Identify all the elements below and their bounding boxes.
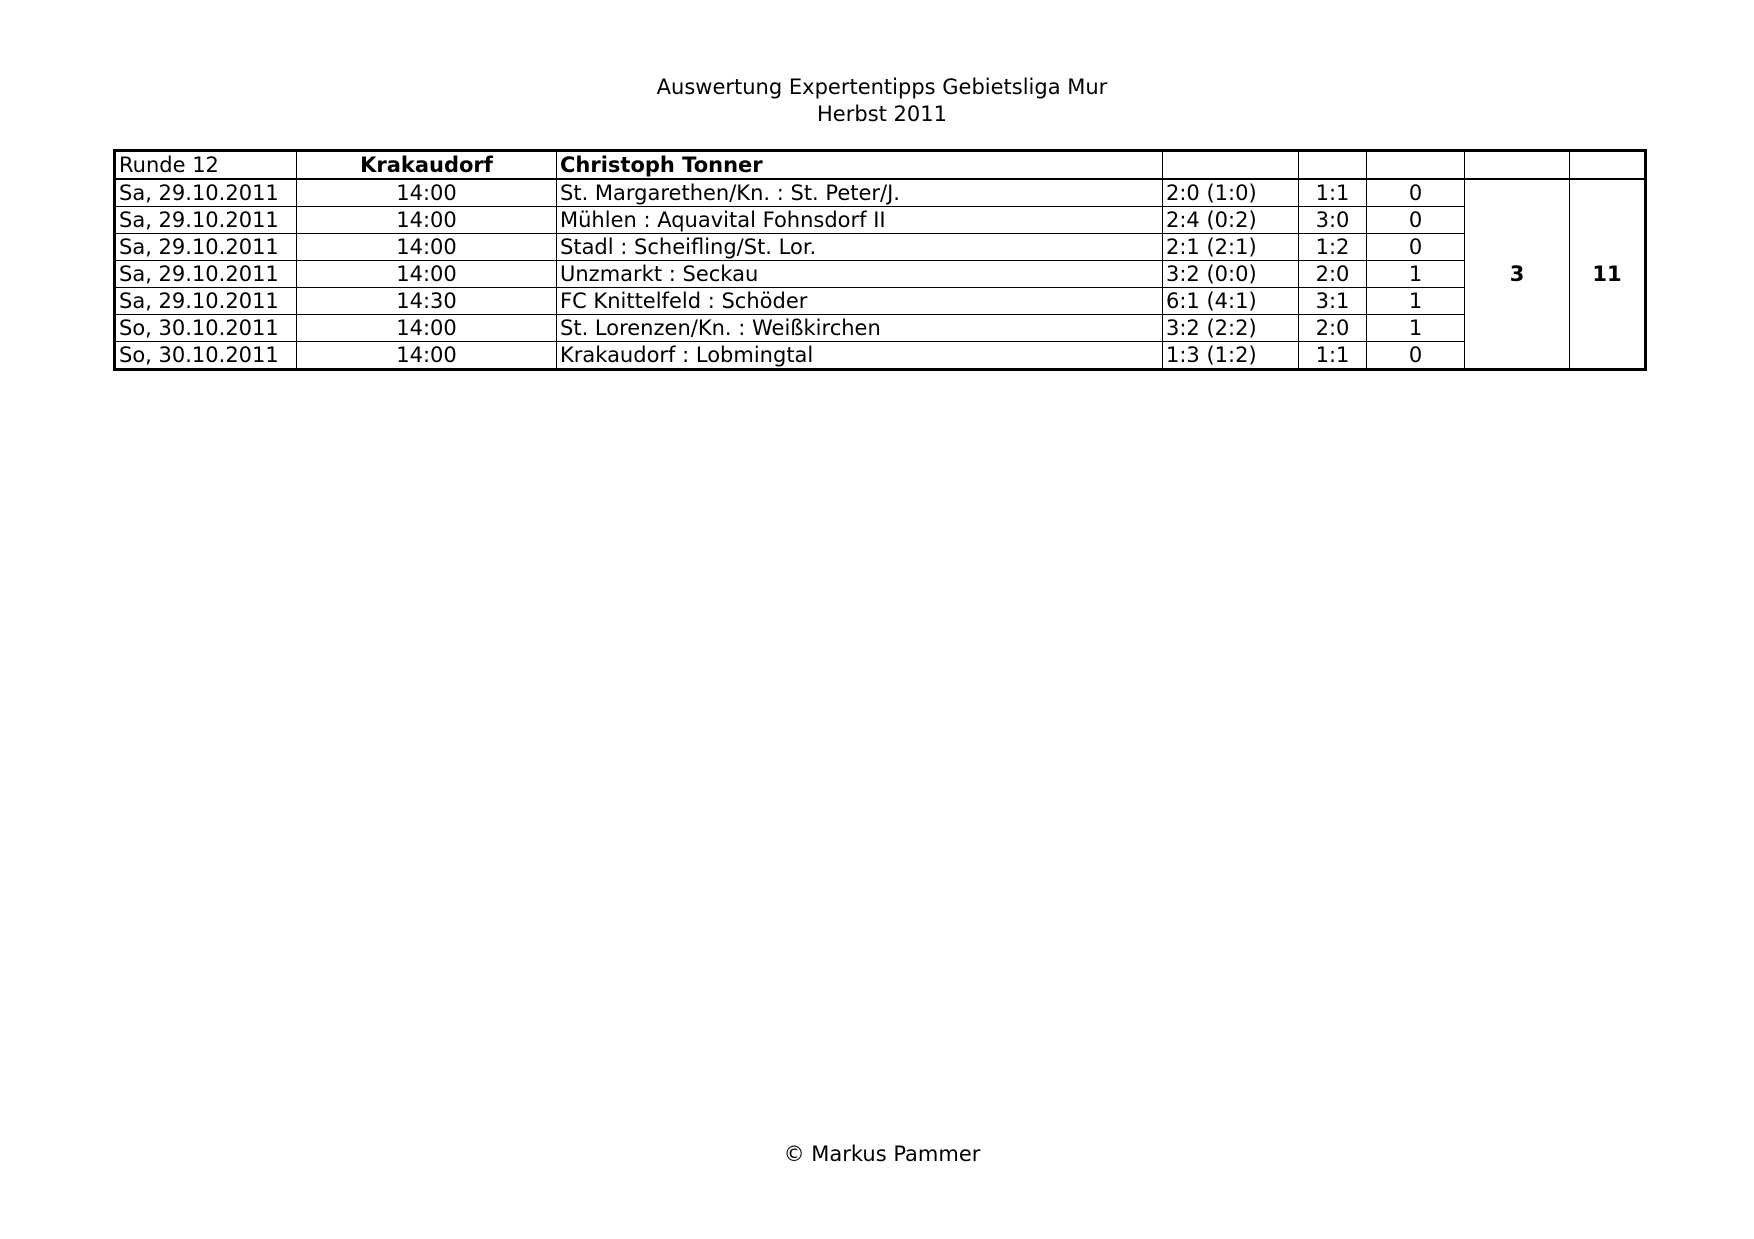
tips-table bbox=[113, 149, 1647, 371]
match-points: 0 bbox=[1367, 207, 1465, 234]
header-empty-cell bbox=[1299, 151, 1367, 180]
match-points: 1 bbox=[1367, 288, 1465, 315]
match-date: So, 30.10.2011 bbox=[115, 315, 297, 342]
match-tip: 1:1 bbox=[1299, 179, 1367, 207]
match-pairing: Unzmarkt : Seckau bbox=[557, 261, 1163, 288]
match-pairing: Krakaudorf : Lobmingtal bbox=[557, 342, 1163, 370]
match-points: 1 bbox=[1367, 261, 1465, 288]
match-points: 0 bbox=[1367, 179, 1465, 207]
table-row bbox=[115, 288, 1646, 315]
match-time: 14:30 bbox=[297, 288, 557, 315]
match-tip: 2:0 bbox=[1299, 315, 1367, 342]
match-result: 2:4 (0:2) bbox=[1163, 207, 1299, 234]
table-row bbox=[115, 342, 1646, 370]
match-tip: 3:0 bbox=[1299, 207, 1367, 234]
document-title: Auswertung Expertentipps Gebietsliga Mur bbox=[656, 75, 1108, 99]
table-row bbox=[115, 179, 1646, 207]
match-date: Sa, 29.10.2011 bbox=[115, 207, 297, 234]
match-result: 1:3 (1:2) bbox=[1163, 342, 1299, 370]
match-result: 2:0 (1:0) bbox=[1163, 179, 1299, 207]
match-date: Sa, 29.10.2011 bbox=[115, 179, 297, 207]
match-result: 3:2 (0:0) bbox=[1163, 261, 1299, 288]
match-points: 1 bbox=[1367, 315, 1465, 342]
match-pairing: St. Margarethen/Kn. : St. Peter/J. bbox=[557, 179, 1163, 207]
table-header-row bbox=[115, 151, 1646, 180]
match-pairing: Mühlen : Aquavital Fohnsdorf II bbox=[557, 207, 1163, 234]
total-points: 11 bbox=[1570, 179, 1646, 370]
round-points: 3 bbox=[1465, 179, 1570, 370]
table-row bbox=[115, 207, 1646, 234]
match-time: 14:00 bbox=[297, 315, 557, 342]
match-result: 3:2 (2:2) bbox=[1163, 315, 1299, 342]
club-name: Krakaudorf bbox=[297, 151, 557, 180]
match-time: 14:00 bbox=[297, 261, 557, 288]
document-header bbox=[0, 74, 1754, 128]
header-empty-cell bbox=[1163, 151, 1299, 180]
match-time: 14:00 bbox=[297, 234, 557, 261]
round-label: Runde 12 bbox=[115, 151, 297, 180]
table-row bbox=[115, 315, 1646, 342]
match-pairing: St. Lorenzen/Kn. : Weißkirchen bbox=[557, 315, 1163, 342]
match-points: 0 bbox=[1367, 342, 1465, 370]
header-empty-cell bbox=[1570, 151, 1646, 180]
match-tip: 3:1 bbox=[1299, 288, 1367, 315]
match-date: Sa, 29.10.2011 bbox=[115, 234, 297, 261]
match-points: 0 bbox=[1367, 234, 1465, 261]
table-row bbox=[115, 261, 1646, 288]
match-result: 2:1 (2:1) bbox=[1163, 234, 1299, 261]
match-time: 14:00 bbox=[297, 179, 557, 207]
match-pairing: FC Knittelfeld : Schöder bbox=[557, 288, 1163, 315]
match-date: So, 30.10.2011 bbox=[115, 342, 297, 370]
match-tip: 1:2 bbox=[1299, 234, 1367, 261]
match-date: Sa, 29.10.2011 bbox=[115, 288, 297, 315]
match-tip: 1:1 bbox=[1299, 342, 1367, 370]
header-empty-cell bbox=[1367, 151, 1465, 180]
document-subtitle: Herbst 2011 bbox=[817, 102, 947, 126]
match-time: 14:00 bbox=[297, 342, 557, 370]
match-pairing: Stadl : Scheifling/St. Lor. bbox=[557, 234, 1163, 261]
match-tip: 2:0 bbox=[1299, 261, 1367, 288]
table-row bbox=[115, 234, 1646, 261]
header-empty-cell bbox=[1465, 151, 1570, 180]
match-date: Sa, 29.10.2011 bbox=[115, 261, 297, 288]
expert-name: Christoph Tonner bbox=[557, 151, 1163, 180]
match-time: 14:00 bbox=[297, 207, 557, 234]
match-result: 6:1 (4:1) bbox=[1163, 288, 1299, 315]
copyright-footer: © Markus Pammer bbox=[783, 1142, 981, 1166]
